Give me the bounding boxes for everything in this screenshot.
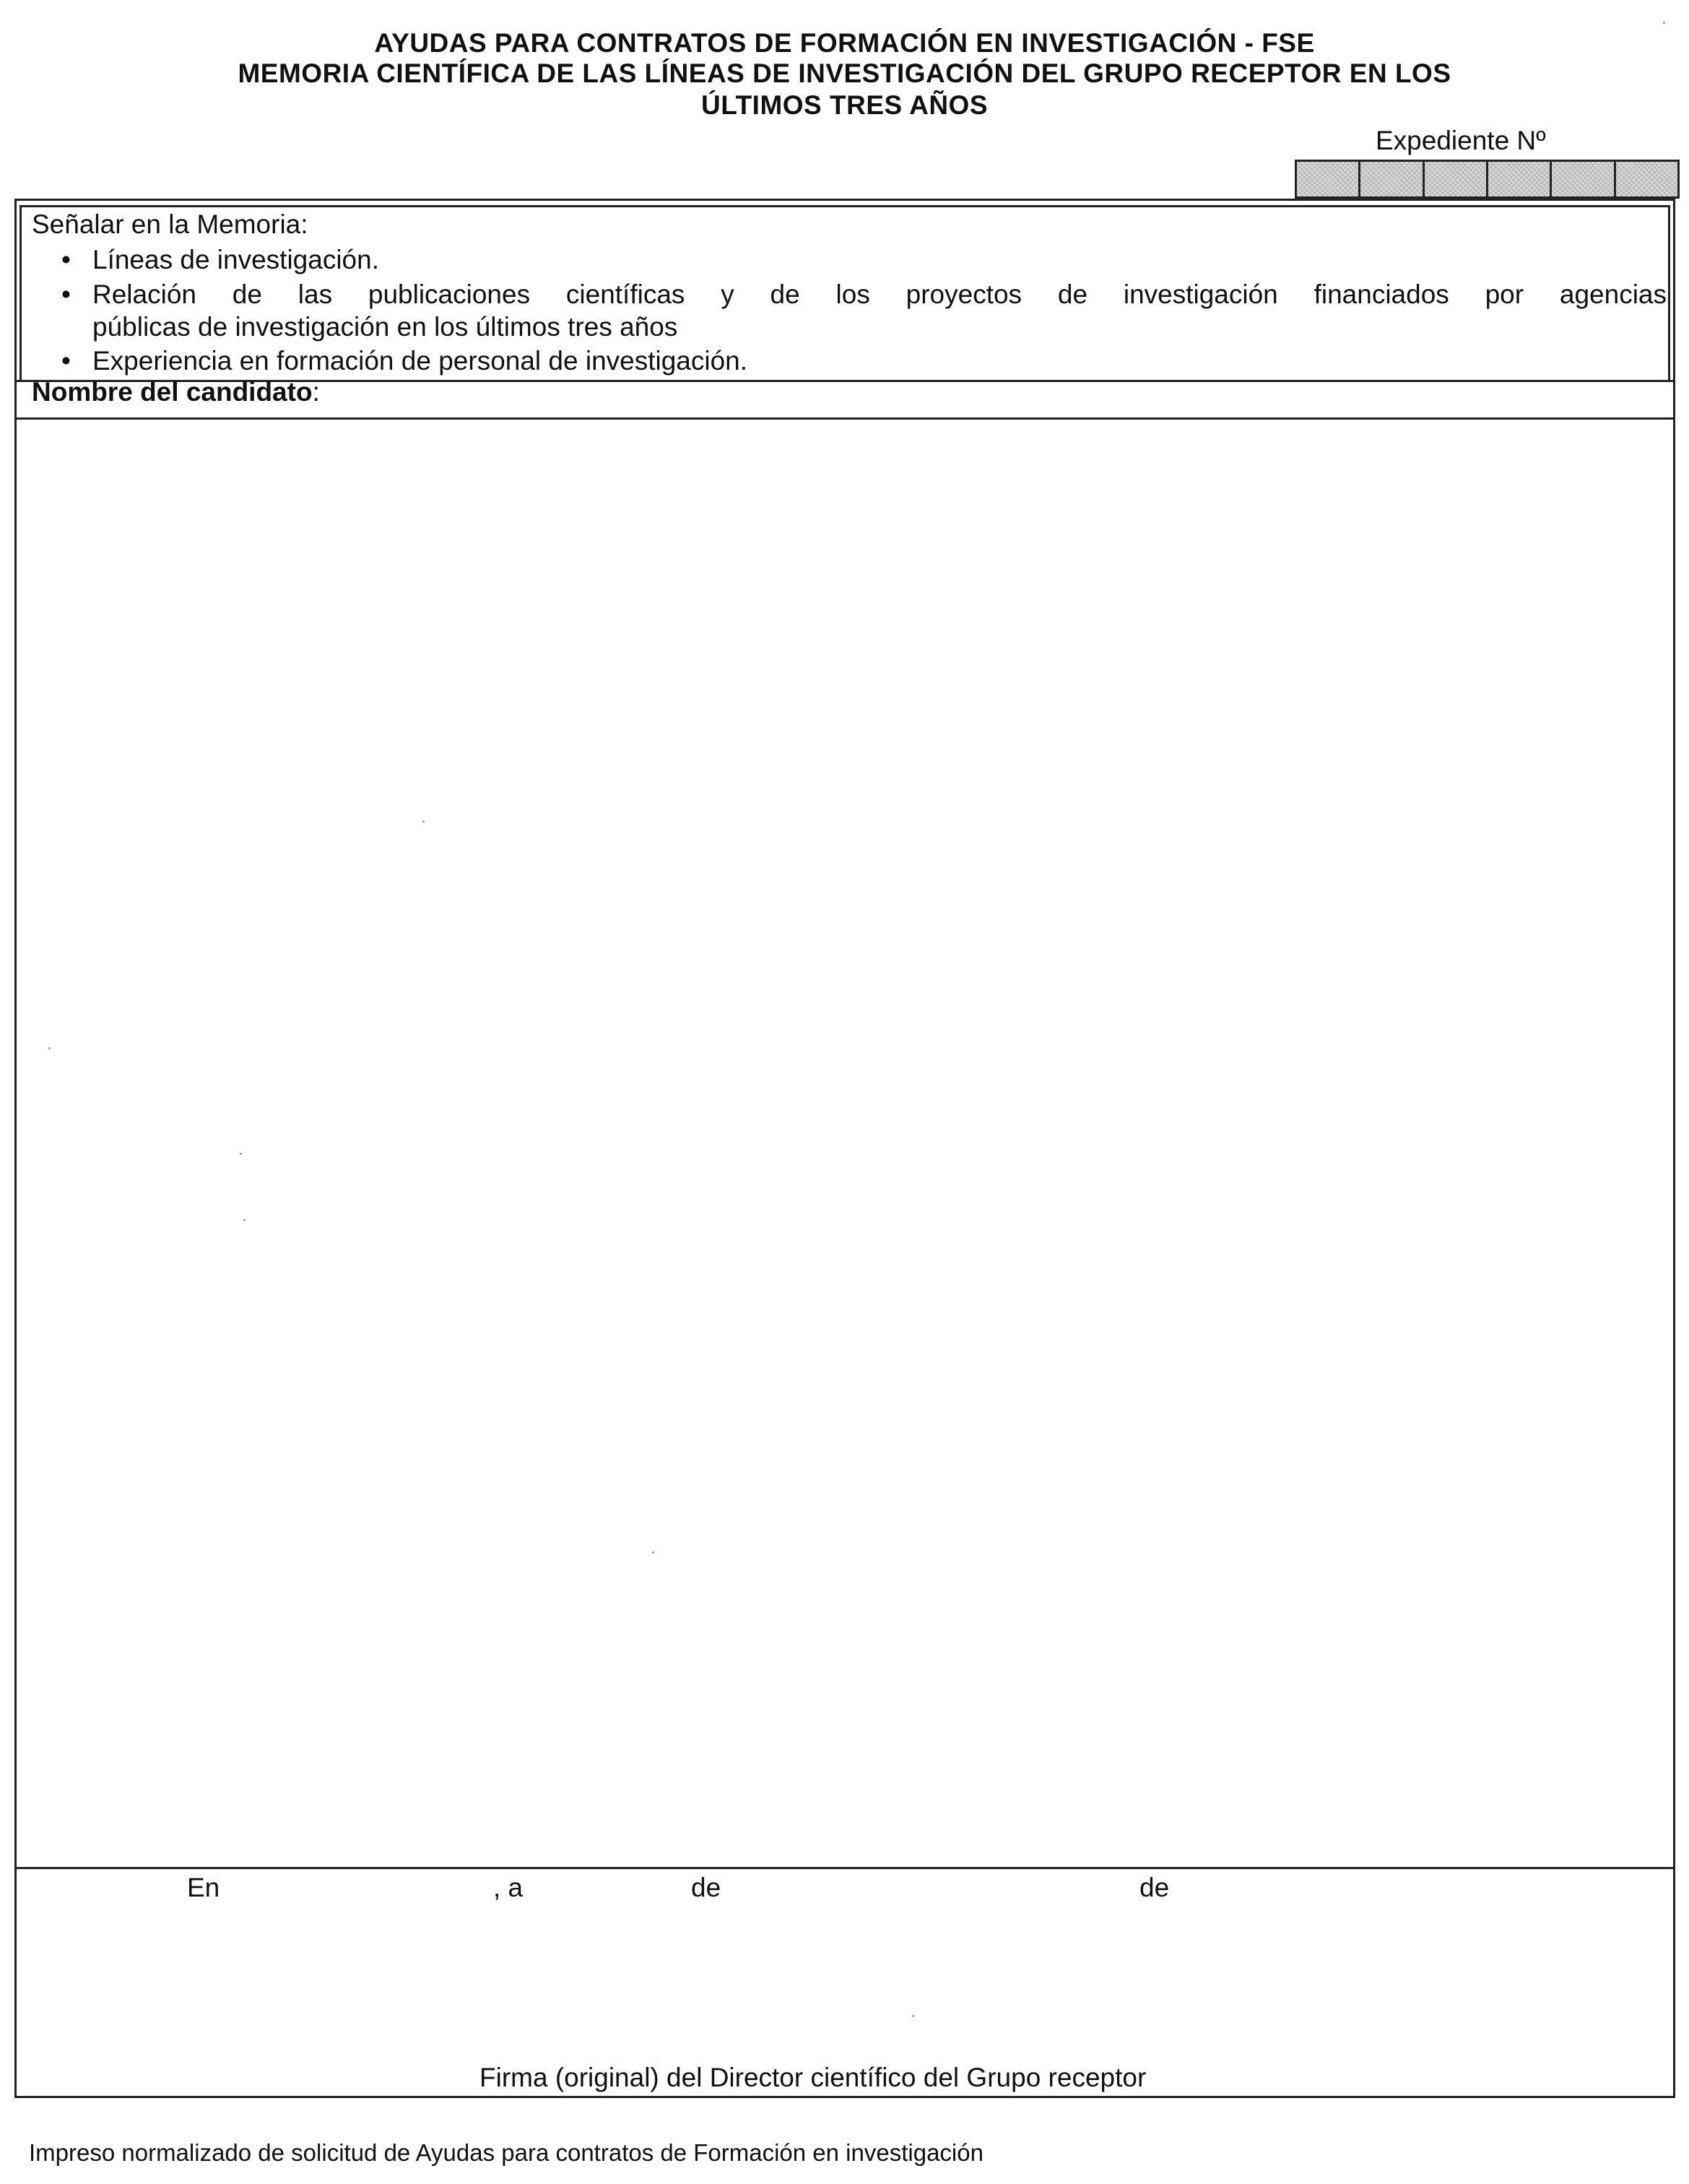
expediente-label: Expediente Nº <box>1376 126 1546 155</box>
candidate-label-text: Nombre del candidato <box>32 377 313 407</box>
scan-speck <box>243 1219 246 1221</box>
scan-speck <box>240 1153 242 1155</box>
instruction-text: Relación de las publicaciones científicas y de los proyectos de investigación financiados por agencias <box>92 280 1667 309</box>
scan-speck <box>48 1047 51 1049</box>
title-line-1: AYUDAS PARA CONTRATOS DE FORMACIÓN EN INVESTIGACIÓN - FSE <box>374 28 1315 58</box>
scan-speck <box>422 820 425 823</box>
expediente-box[interactable] <box>1360 162 1424 196</box>
signature-caption: Firma (original) del Director científico del Grupo receptor <box>479 2063 1147 2092</box>
month-label: de <box>691 1873 721 1902</box>
expediente-box[interactable] <box>1616 162 1677 196</box>
instruction-text: Experiencia en formación de personal de investigación. <box>92 346 748 376</box>
title-line-2: MEMORIA CIENTÍFICA DE LAS LÍNEAS DE INVESTIGACIÓN DEL GRUPO RECEPTOR EN LOS <box>238 58 1451 88</box>
instruction-item <box>61 278 1667 311</box>
instruction-text: públicas de investigación en los últimos tres años <box>92 312 678 342</box>
expediente-box[interactable] <box>1425 162 1488 196</box>
scan-speck <box>1663 22 1665 24</box>
instruction-item <box>61 344 748 377</box>
instruction-continuation <box>92 311 677 343</box>
candidate-label-colon: : <box>312 377 320 407</box>
expediente-box[interactable] <box>1552 162 1615 196</box>
place-label: En <box>187 1873 220 1902</box>
scan-speck <box>912 2015 914 2017</box>
expediente-box[interactable] <box>1297 162 1360 196</box>
instruction-item <box>61 243 379 276</box>
instruction-text: Líneas de investigación. <box>92 245 379 274</box>
footer-text: Impreso normalizado de solicitud de Ayudas para contratos de Formación en investigación <box>29 2139 984 2166</box>
day-label: , a <box>493 1873 524 1902</box>
bullet-icon: • <box>61 280 71 309</box>
year-label: de <box>1139 1873 1170 1902</box>
divider <box>14 1867 1675 1869</box>
title-line-3: ÚLTIMOS TRES AÑOS <box>701 90 988 120</box>
instructions-title: Señalar en la Memoria: <box>32 209 308 239</box>
memoria-content-area[interactable] <box>17 420 1673 1867</box>
candidate-name-label <box>32 377 320 407</box>
expediente-number-field[interactable] <box>1295 160 1680 199</box>
bullet-icon: • <box>61 245 71 274</box>
scan-speck <box>652 1551 654 1554</box>
bullet-icon: • <box>61 346 71 376</box>
expediente-box[interactable] <box>1488 162 1552 196</box>
